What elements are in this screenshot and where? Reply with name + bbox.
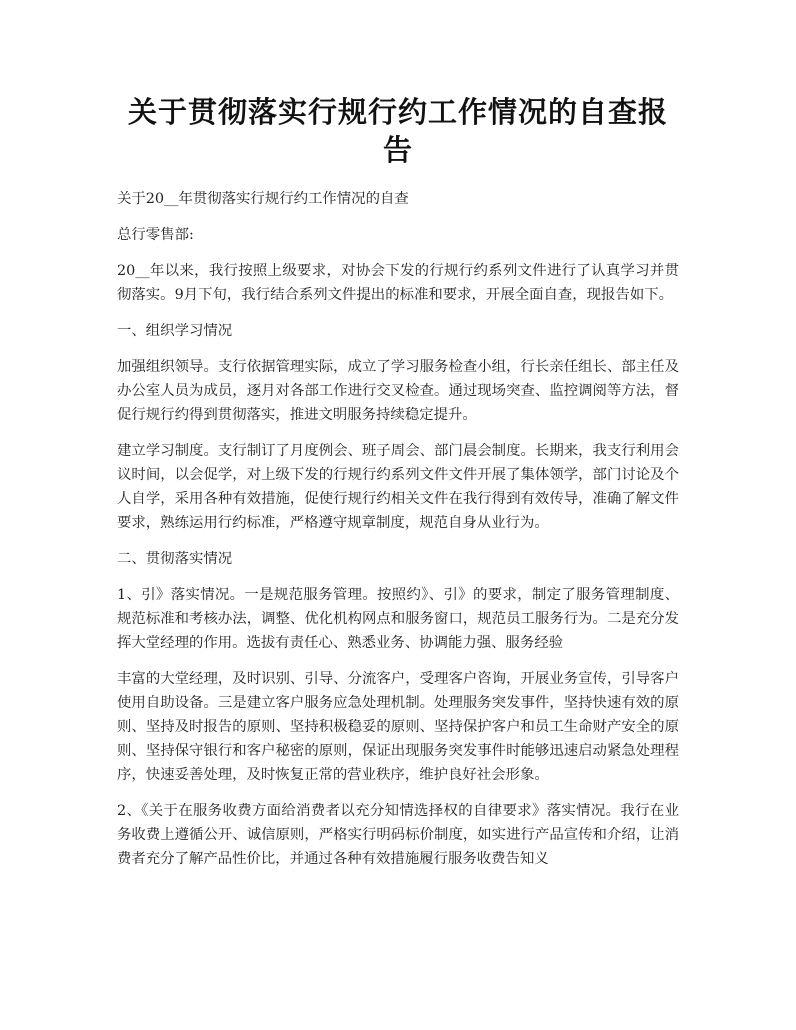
paragraph-lobby-manager: 丰富的大堂经理，及时识别、引导、分流客户，受理客户咨询，开展业务宣传，引导客户使用自助设备。三是建立客户服务应急处理机制。处理服务突发事件，坚持快速有效的原则、坚持及时报告的原则、坚持积极稳妥的原则、坚持保护客户和员工生命财产安全的原则、坚持保守银行和客户秘密的原则，保证出现服务突发事件时能够迅速启动紧急处理程序，快速妥善处理，及时恢复正常的营业秩序，维护良好社会形象。 [117, 671, 679, 783]
salutation: 总行零售部: [117, 227, 194, 243]
intro-paragraph: 20__年以来，我行按照上级要求，对协会下发的行规行约系列文件进行了认真学习并贯彻落实。9月下旬，我行结合系列文件提出的标准和要求，开展全面自查，现报告如下。 [117, 263, 679, 303]
paragraph-guideline-implementation: 1、引》落实情况。一是规范服务管理。按照约》、引》的要求，制定了服务管理制度、规范标准和考核办法，调整、优化机构网点和服务窗口，规范员工服务行为。二是充分发挥大堂经理的作用。选拔有责任心、熟悉业务、协调能力强、服务经验 [117, 587, 679, 651]
paragraph-study-system: 建立学习制度。支行制订了月度例会、班子周会、部门晨会制度。长期来，我支行利用会议时间，以会促学，对上级下发的行规行约系列文件文件开展了集体领学，部门讨论及个人自学，采用各种有效措施，促使行规行约相关文件在我行得到有效传导，准确了解文件要求，熟练运用行约标准，严格遵守规章制度，规范自身从业行为。 [117, 443, 679, 531]
paragraph-leadership: 加强组织领导。支行依据管理实际，成立了学习服务检查小组，行长亲任组长、部主任及办公室人员为成员，逐月对各部工作进行交叉检查。通过现场突查、监控调阅等方法，督促行规行约得到贯彻落实，推进文明服务持续稳定提升。 [117, 359, 679, 423]
paragraph-fee-disclosure: 2、《关于在服务收费方面给消费者以充分知情选择权的自律要求》落实情况。我行在业务收费上遵循公开、诚信原则，严格实行明码标价制度，如实进行产品宣传和介绍，让消费者充分了解产品性价比，并通过各种有效措施履行服务收费告知义 [117, 803, 679, 867]
document-title: 关于贯彻落实行规行约工作情况的自查报告 [127, 95, 668, 167]
section-heading-organize-study: 一、组织学习情况 [117, 323, 233, 339]
section-heading-implementation: 二、贯彻落实情况 [117, 551, 233, 567]
document-subtitle: 关于20__年贯彻落实行规行约工作情况的自查 [117, 191, 409, 207]
